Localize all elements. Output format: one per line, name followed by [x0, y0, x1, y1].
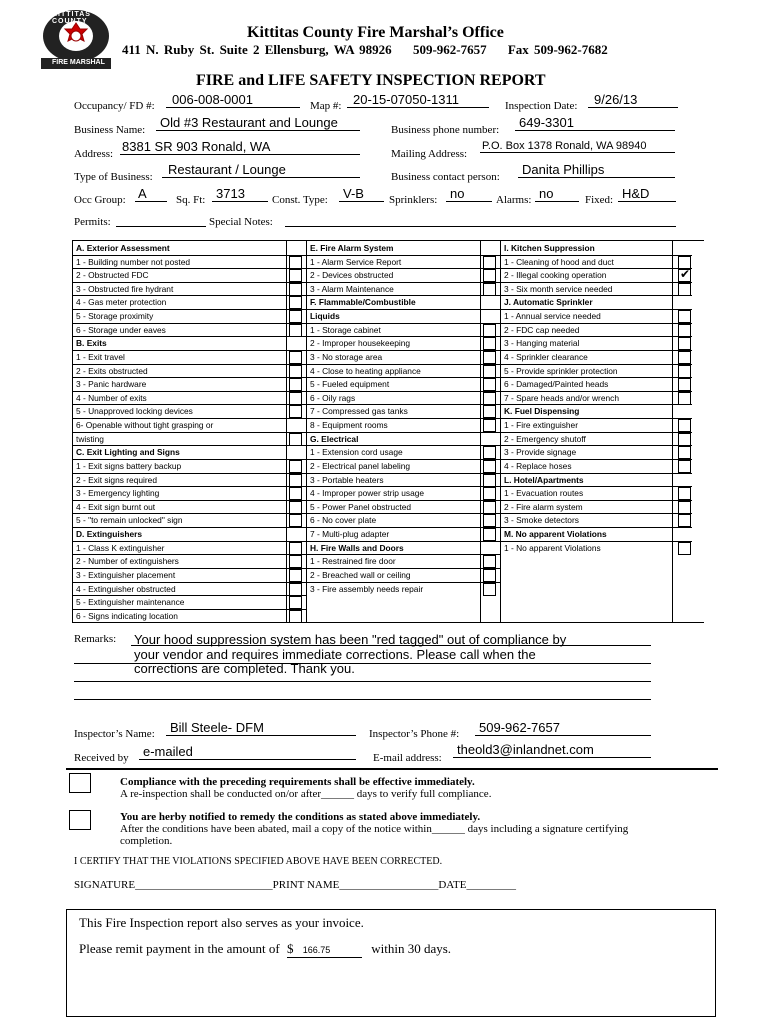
checklist-item-label: 6 - Oily rags — [310, 392, 356, 403]
checklist-item-label: 3 - Smoke detectors — [504, 515, 579, 526]
remedy-notice-checkbox[interactable] — [69, 810, 91, 830]
checklist-checkbox[interactable] — [678, 433, 691, 446]
checklist-checkbox[interactable] — [289, 310, 302, 323]
checklist-item-label: 1 - Building number not posted — [76, 256, 191, 267]
checklist-checkbox[interactable] — [678, 365, 691, 378]
checklist-checkbox[interactable] — [289, 433, 302, 446]
checklist-item-label: 5 - Unapproved locking devices — [76, 406, 193, 417]
checklist-section-header: C. Exit Lighting and Signs — [76, 447, 180, 458]
mailing-address-field[interactable]: P.O. Box 1378 Ronald, WA 98940 — [480, 140, 675, 153]
checklist-section-header: J. Automatic Sprinkler — [504, 297, 593, 308]
checklist-item-label: 1 - Alarm Service Report — [310, 256, 402, 267]
checklist-checkbox[interactable] — [483, 555, 496, 568]
checklist-column-3 — [501, 241, 672, 622]
checklist-section-header: H. Fire Walls and Doors — [310, 542, 404, 553]
checklist-checkbox[interactable] — [289, 610, 302, 623]
checklist-item-label: 2 - Illegal cooking operation — [504, 270, 607, 281]
compliance-immediate-text: A re-inspection shall be conducted on/or after______ days to verify full compliance. — [120, 788, 492, 800]
received-by-label: Received by — [74, 752, 129, 764]
invoice-currency: $ — [286, 941, 294, 956]
logo-top-text: KITTITAS COUNTY — [52, 11, 91, 25]
address-label: Address: — [74, 148, 114, 160]
inspector-name-label: Inspector’s Name: — [74, 728, 155, 740]
checklist-item-label: 1 - Storage cabinet — [310, 324, 381, 335]
checklist-section-header: G. Electrical — [310, 433, 359, 444]
checklist-item-label: 7 - Spare heads and/or wrench — [504, 392, 619, 403]
checklist-checkbox[interactable] — [678, 269, 691, 282]
compliance-immediate-checkbox[interactable] — [69, 773, 91, 793]
address-field[interactable]: 8381 SR 903 Ronald, WA — [120, 139, 360, 155]
checklist-item-label: 3 - Provide signage — [504, 447, 577, 458]
checklist-item-label: 7 - Compressed gas tanks — [310, 406, 408, 417]
alarms-label: Alarms: — [496, 194, 532, 206]
checklist-item-label: 3 - Fire assembly needs repair — [310, 583, 424, 594]
remarks-label: Remarks: — [74, 633, 117, 645]
checklist-item-label: 6 - Signs indicating location — [76, 610, 178, 621]
checklist-item-label: 6 - Storage under eaves — [76, 324, 166, 335]
checklist-item-label: 8 - Equipment rooms — [310, 420, 388, 431]
checklist-item-label: 4 - Gas meter protection — [76, 297, 167, 308]
type-of-business-label: Type of Business: — [74, 171, 153, 183]
checklist-checkbox[interactable] — [483, 501, 496, 514]
certify-statement: I CERTIFY THAT THE VIOLATIONS SPECIFIED ABOVE HAVE BEEN CORRECTED. — [74, 856, 443, 867]
checklist-item-label: 2 - Exits obstructed — [76, 365, 148, 376]
special-notes-field[interactable] — [285, 226, 676, 227]
business-name-field[interactable]: Old #3 Restaurant and Lounge — [156, 115, 360, 131]
checklist-section-header: D. Extinguishers — [76, 529, 143, 540]
fixed-field[interactable]: H&D — [618, 186, 676, 202]
checklist-checkbox[interactable] — [483, 365, 496, 378]
checklist-item-label: 4 - Number of exits — [76, 392, 147, 403]
invoice-payment-line — [79, 941, 451, 958]
logo-bottom-text: FIRE MARSHAL — [52, 59, 105, 66]
office-phone: 509-962-7657 — [412, 42, 487, 57]
remarks-line-4[interactable] — [74, 699, 651, 700]
checklist-item-label: 1 - Exit travel — [76, 351, 125, 362]
checklist-checkbox[interactable] — [483, 283, 496, 296]
email-label: E-mail address: — [373, 752, 442, 764]
sprinklers-field[interactable]: no — [446, 186, 492, 202]
checklist-item-label: 1 - Restrained fire door — [310, 556, 396, 567]
checklist-checkbox[interactable] — [483, 405, 496, 418]
checklist-section-header: E. Fire Alarm System — [310, 243, 394, 253]
checklist-item-label: 2 - Breached wall or ceiling — [310, 569, 411, 580]
checklist-item-label: 3 - Six month service needed — [504, 283, 613, 294]
checklist-item-label: 5 - "to remain unlocked" sign — [76, 515, 183, 526]
compliance-immediate-title: Compliance with the preceding requirements shall be effective immediately. — [120, 776, 475, 788]
checklist-checkbox[interactable] — [483, 256, 496, 269]
type-of-business-field[interactable]: Restaurant / Lounge — [162, 162, 360, 178]
checklist-checkbox[interactable] — [483, 351, 496, 364]
inspector-phone-label: Inspector’s Phone #: — [369, 728, 460, 740]
checklist-checkbox[interactable] — [289, 569, 302, 582]
checklist-checkbox[interactable] — [483, 460, 496, 473]
checklist-item-label: 3 - Hanging material — [504, 338, 580, 349]
checklist-item-label: 4 - Exit sign burnt out — [76, 501, 156, 512]
checklist-section-header: L. Hotel/Apartments — [504, 474, 584, 485]
checklist-item-label: 3 - Panic hardware — [76, 379, 147, 390]
remedy-notice-title: You are herby notified to remedy the conditions as stated above immediately. — [120, 811, 481, 823]
checklist-item-label: 2 - Emergency shutoff — [504, 433, 586, 444]
contact-person-label: Business contact person: — [391, 171, 500, 183]
invoice-amount-field[interactable] — [287, 941, 362, 958]
permits-label: Permits: — [74, 216, 111, 228]
fixed-label: Fixed: — [585, 194, 614, 206]
checklist-checkbox[interactable] — [289, 283, 302, 296]
checklist-checkbox[interactable] — [289, 378, 302, 391]
checklist-item-label: 2 - Fire alarm system — [504, 501, 583, 512]
business-phone-field[interactable]: 649-3301 — [515, 115, 675, 131]
checklist-item-label: 1 - Fire extinguisher — [504, 420, 579, 431]
checklist-item-label: 4 - Extinguisher obstructed — [76, 583, 176, 594]
checklist-checkbox[interactable] — [483, 446, 496, 459]
checklist-item-label: 1 - Class K extinguisher — [76, 542, 165, 553]
checklist-checkbox[interactable] — [483, 583, 496, 596]
checklist-item-label: 2 - FDC cap needed — [504, 324, 580, 335]
checklist-item-label: 3 - Emergency lighting — [76, 488, 160, 499]
checklist-item-label: 5 - Fueled equipment — [310, 379, 390, 390]
checklist-checkbox[interactable] — [483, 324, 496, 337]
checklist-item-label: 1 - Evacuation routes — [504, 488, 584, 499]
checklist-checkbox[interactable] — [483, 378, 496, 391]
checklist-checkbox[interactable] — [289, 405, 302, 418]
checklist-item-label: 4 - Close to heating appliance — [310, 365, 421, 376]
business-phone-label: Business phone number: — [391, 124, 500, 136]
checklist-checkbox[interactable] — [289, 514, 302, 527]
checklist-checkbox[interactable] — [289, 474, 302, 487]
checklist-checkbox[interactable] — [289, 269, 302, 282]
checklist-item-label: 3 - Extinguisher placement — [76, 569, 176, 580]
checklist-checkbox[interactable] — [483, 528, 496, 541]
checklist-item-label: 6 - Damaged/Painted heads — [504, 379, 609, 390]
checklist-checkbox[interactable] — [289, 555, 302, 568]
checklist-section-header: M. No apparent Violations — [504, 529, 607, 540]
checklist-checkbox[interactable] — [678, 542, 691, 555]
checklist-item-label: 1 - Annual service needed — [504, 311, 601, 322]
checklist-checkbox[interactable] — [483, 269, 496, 282]
section-divider — [66, 768, 718, 770]
checklist-checkbox[interactable] — [289, 351, 302, 364]
checklist-checkbox[interactable] — [289, 460, 302, 473]
checklist-item-label: 2 - Devices obstructed — [310, 270, 394, 281]
checklist-item-label: 1 - Cleaning of hood and duct — [504, 256, 614, 267]
checklist-column-2 — [307, 241, 480, 622]
checklist-column-1 — [73, 241, 286, 622]
checklist-checkbox[interactable] — [483, 569, 496, 582]
remedy-notice-text-2: completion. — [120, 835, 173, 847]
checklist-checkbox[interactable] — [483, 514, 496, 527]
remarks-text-2: your vendor and requires immediate corrections. Please call when the — [134, 647, 536, 662]
signature-line[interactable]: SIGNATURE_________________________PRINT NAME__________________DATE_________ — [74, 879, 516, 891]
checklist-checkbox[interactable] — [483, 392, 496, 405]
checklist-checkbox[interactable] — [289, 583, 302, 596]
inspector-name-field[interactable]: Bill Steele- DFM — [166, 720, 356, 736]
remedy-notice-text: After the conditions have been abated, mail a copy of the notice within______ days including a signature certifying — [120, 823, 629, 835]
checklist-checkbox[interactable] — [289, 296, 302, 309]
checklist-item-label: 2 - Exit signs required — [76, 474, 157, 485]
invoice-statement: This Fire Inspection report also serves as your invoice. — [79, 915, 364, 930]
inspection-date-field[interactable]: 9/26/13 — [588, 92, 678, 108]
checklist-checkbox[interactable] — [289, 487, 302, 500]
checklist-checkbox[interactable] — [483, 474, 496, 487]
office-address: 411 N. Ruby St. Suite 2 Ellensburg, WA 98926 — [122, 42, 392, 57]
invoice-payment-post: within 30 days. — [371, 941, 452, 956]
report-title: FIRE and LIFE SAFETY INSPECTION REPORT — [196, 72, 546, 89]
checklist-checkbox[interactable] — [289, 256, 302, 269]
remarks-line-3[interactable] — [74, 681, 651, 682]
office-address-line — [122, 42, 608, 58]
checklist-item-label: 5 - Storage proximity — [76, 311, 154, 322]
checklist-item-label: 6 - No cover plate — [310, 515, 377, 526]
occupancy-label: Occupancy/ FD #: — [74, 100, 155, 112]
checklist-checkbox[interactable] — [289, 392, 302, 405]
checklist-checkbox[interactable] — [678, 392, 691, 405]
checklist-checkbox[interactable] — [289, 542, 302, 555]
fire-marshal-logo — [40, 8, 112, 68]
office-title: Kittitas County Fire Marshal’s Office — [247, 24, 504, 41]
checklist-checkbox[interactable] — [678, 351, 691, 364]
checkmark-icon: ✔ — [680, 267, 691, 282]
sprinklers-label: Sprinklers: — [389, 194, 438, 206]
checklist-checkbox[interactable] — [678, 501, 691, 514]
checklist-item-label: 1 - Exit signs battery backup — [76, 460, 182, 471]
checklist-checkbox[interactable] — [678, 419, 691, 432]
checklist-checkbox[interactable] — [678, 283, 691, 296]
checklist-checkbox[interactable] — [483, 337, 496, 350]
checklist-checkbox[interactable] — [289, 596, 302, 609]
invoice-box — [66, 909, 716, 1017]
checklist-checkbox[interactable] — [289, 365, 302, 378]
checklist-item-label: 3 - Portable heaters — [310, 474, 384, 485]
checklist-item-label: 5 - Power Panel obstructed — [310, 501, 412, 512]
checklist-checkbox[interactable] — [483, 487, 496, 500]
checklist-item-label: 1 - Extension cord usage — [310, 447, 403, 458]
checklist-item-label: 4 - Sprinkler clearance — [504, 351, 588, 362]
checklist-section-header: K. Fuel Dispensing — [504, 406, 580, 417]
mailing-address-label: Mailing Address: — [391, 148, 468, 160]
const-type-label: Const. Type: — [272, 194, 328, 206]
remarks-text-3: corrections are completed. Thank you. — [134, 661, 355, 676]
permits-field[interactable] — [116, 226, 206, 227]
checklist-section-header: I. Kitchen Suppression — [504, 243, 595, 253]
sqft-field[interactable]: 3713 — [212, 186, 268, 202]
checklist-checkbox[interactable] — [483, 419, 496, 432]
sqft-label: Sq. Ft: — [176, 194, 206, 206]
checklist-checkbox[interactable] — [678, 310, 691, 323]
checklist-item-label: 4 - Improper power strip usage — [310, 488, 425, 499]
checklist-checkbox[interactable] — [289, 501, 302, 514]
checklist-item-label: 1 - No apparent Violations — [504, 542, 601, 553]
checklist-checkbox[interactable] — [289, 324, 302, 337]
checklist-item-label: 3 - Alarm Maintenance — [310, 283, 394, 294]
checklist-item-label: 2 - Electrical panel labeling — [310, 460, 411, 471]
checklist-item-label: 6- Openable without tight grasping or — [76, 420, 214, 431]
contact-person-field[interactable]: Danita Phillips — [518, 162, 675, 178]
checklist-item-label: 2 - Number of extinguishers — [76, 556, 179, 567]
email-field[interactable]: theold3@inlandnet.com — [453, 742, 651, 758]
inspector-phone-field[interactable]: 509-962-7657 — [475, 720, 651, 736]
checklist-checkbox[interactable] — [678, 446, 691, 459]
checklist-item-label: 2 - Improper housekeeping — [310, 338, 411, 349]
checklist-item-label: 3 - Obstructed fire hydrant — [76, 283, 174, 294]
checklist-section-header: A. Exterior Assessment — [76, 243, 170, 253]
checklist-checkbox[interactable] — [678, 460, 691, 473]
checklist-section-header: F. Flammable/Combustible — [310, 297, 416, 308]
occupancy-field[interactable]: 006-008-0001 — [166, 92, 300, 108]
checklist-section-header: B. Exits — [76, 338, 107, 349]
checklist-item-label: 4 - Replace hoses — [504, 460, 572, 471]
checklist-section-header: Liquids — [310, 311, 340, 322]
checklist-checkbox[interactable] — [678, 378, 691, 391]
inspection-date-label: Inspection Date: — [505, 100, 578, 112]
received-by-field[interactable]: e-mailed — [139, 744, 356, 760]
checklist-item-label: 5 - Provide sprinkler protection — [504, 365, 618, 376]
checklist-item-label: 2 - Obstructed FDC — [76, 270, 149, 281]
map-field[interactable]: 20-15-07050-1311 — [347, 92, 489, 108]
business-name-label: Business Name: — [74, 124, 146, 136]
checklist-item-label: twisting — [76, 433, 104, 444]
checklist-item-label: 7 - Multi-plug adapter — [310, 529, 390, 540]
checklist-checkbox[interactable] — [678, 324, 691, 337]
checklist-checkbox[interactable] — [678, 487, 691, 500]
map-label: Map #: — [310, 100, 342, 112]
occ-group-label: Occ Group: — [74, 194, 126, 206]
alarms-field[interactable]: no — [535, 186, 579, 202]
checklist-checkbox[interactable] — [678, 514, 691, 527]
checklist-item-label: 3 - No storage area — [310, 351, 383, 362]
occ-group-field[interactable]: A — [135, 186, 167, 202]
invoice-payment-pre: Please remit payment in the amount of — [79, 941, 280, 956]
checklist-item-label: 5 - Extinguisher maintenance — [76, 597, 185, 608]
checklist-checkbox[interactable] — [678, 337, 691, 350]
office-fax: Fax 509-962-7682 — [507, 42, 608, 57]
invoice-amount: 166.75 — [302, 945, 331, 955]
const-type-field[interactable]: V-B — [339, 186, 384, 202]
remarks-text-1: Your hood suppression system has been "red tagged" out of compliance by — [134, 632, 567, 647]
special-notes-label: Special Notes: — [209, 216, 273, 228]
inspection-checklist-table — [72, 240, 704, 623]
